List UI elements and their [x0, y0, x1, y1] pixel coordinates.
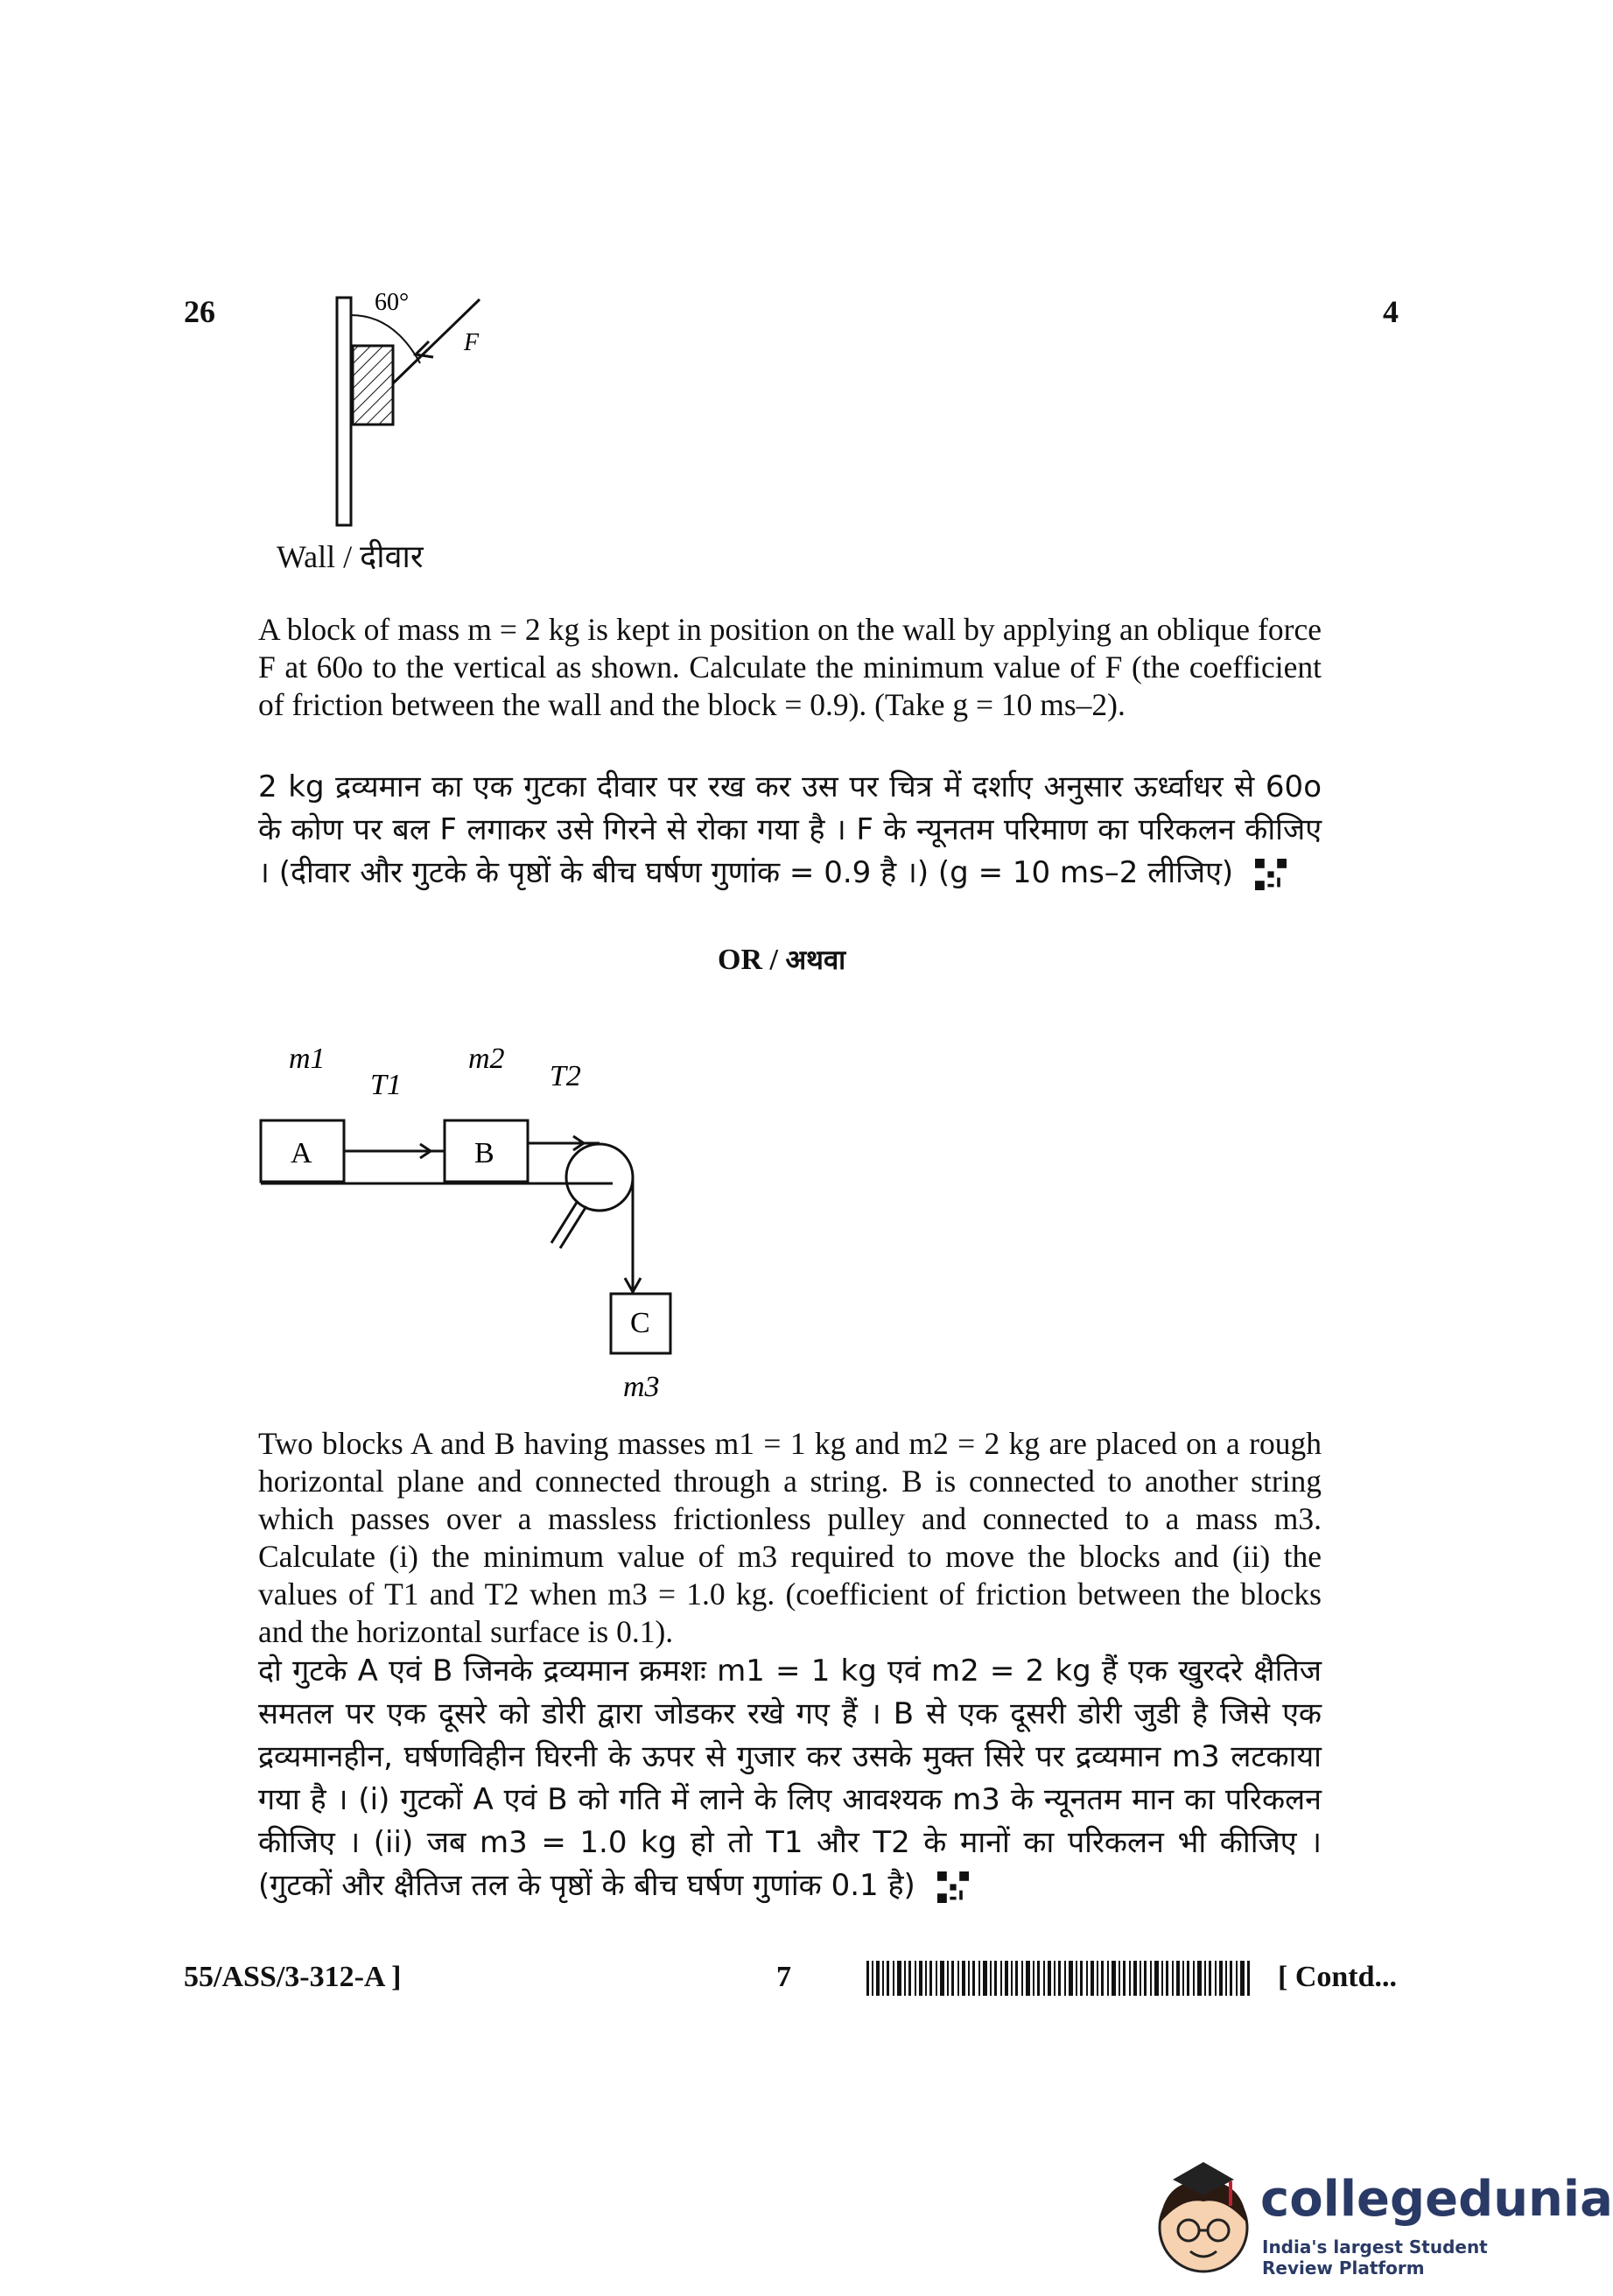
- question-marks: 4: [1383, 294, 1399, 329]
- question-text-hindi-body: 2 kg द्रव्यमान का एक गुटका दीवार पर रख कर उस पर चित्र में दर्शाए अनुसार ऊर्ध्वाधर से 60o के कोण पर बल F लगाकर उसे गिरने से रोका गया है । F के न्यूनतम परिमाण का परिकलन कीजिए । (दीवार और गुटके के पृष्ठों के बीच घर्षण गुणांक = 0.9 है ।) (g = 10 ms–2 लीजिए): [258, 769, 1322, 890]
- block-c-label: C: [630, 1307, 650, 1339]
- force-arrowhead: [416, 341, 433, 357]
- or-english: OR: [718, 944, 762, 976]
- brand-name: collegedunia: [1260, 2171, 1613, 2228]
- angle-label: 60°: [375, 289, 410, 316]
- block: [353, 346, 393, 425]
- mascot-logo-icon: [1147, 2153, 1260, 2285]
- wall-label: Wall / दीवार: [277, 539, 424, 574]
- alt-question-text-english: Two blocks A and B having masses m1 = 1 kg and m2 = 2 kg are placed on a rough horizontal plane and connected through a string. B is connected to another string which passes over a massless frictionless pulley and connected to a mass m3. Calculate (i) the minimum value of m3 required to move the blocks and (ii) the values of T1 and T2 when m3 = 1.0 kg. (coefficient of friction between the blocks and the horizontal surface is 0.1).: [258, 1426, 1322, 1649]
- block-a-label: A: [291, 1137, 312, 1169]
- question-text-hindi: [258, 766, 1322, 895]
- wall-block-figure: [263, 280, 543, 578]
- wall: [337, 298, 351, 525]
- paper-code: 55/ASS/3-312-A ]: [184, 1961, 402, 1993]
- or-sep: /: [762, 944, 786, 976]
- m1-label: m1: [289, 1043, 326, 1075]
- pulley: [566, 1144, 633, 1211]
- pulley-figure: [245, 1033, 735, 1418]
- pulley-support-1: [551, 1201, 578, 1243]
- t1-label: T1: [370, 1069, 402, 1101]
- barcode-icon: [866, 1961, 1252, 1996]
- qr-code-icon: [1255, 859, 1287, 890]
- alt-question-text-hindi: [258, 1650, 1322, 1907]
- page-number: 7: [776, 1961, 791, 1993]
- pulley-support-2: [560, 1206, 586, 1248]
- m3-label: m3: [623, 1371, 660, 1403]
- force-label: F: [464, 329, 480, 356]
- or-separator: [718, 941, 845, 978]
- m2-label: m2: [468, 1043, 505, 1075]
- t2-label: T2: [550, 1060, 581, 1092]
- question-text-english: A block of mass m = 2 kg is kept in position on the wall by applying an oblique force F at 60o to the vertical as shown. Calculate the minimum value of F (the coefficient of friction between the wall and the block = 0.9). (Take g = 10 ms–2).: [258, 612, 1322, 722]
- continued-label: [ Contd...: [1278, 1961, 1398, 1993]
- brand-tagline: India's largest Student Review Platform: [1262, 2236, 1488, 2278]
- block-b-label: B: [474, 1137, 494, 1169]
- question-number: 26: [184, 294, 215, 329]
- or-hindi: अथवा: [785, 944, 846, 976]
- qr-code-icon: [937, 1871, 969, 1903]
- alt-question-text-hindi-body: दो गुटके A एवं B जिनके द्रव्यमान क्रमशः m1 = 1 kg एवं m2 = 2 kg हैं एक खुरदरे क्षैतिज समतल पर एक दूसरे को डोरी द्वारा जोडकर रखे गए हैं । B से एक दूसरी डोरी जुडी है जिसे एक द्रव्यमानहीन, घर्षणविहीन घिरनी के ऊपर से गुजार कर उसके मुक्त सिरे पर द्रव्यमान m3 लटकाया गया है । (i) गुटकों A एवं B को गति में लाने के लिए आवश्यक m3 के न्यूनतम मान का परिकलन कीजिए । (ii) जब m3 = 1.0 kg हो तो T1 और T2 के मानों का परिकलन भी कीजिए । (गुटकों और क्षैतिज तल के पृष्ठों के बीच घर्षण गुणांक 0.1 है): [258, 1654, 1322, 1903]
